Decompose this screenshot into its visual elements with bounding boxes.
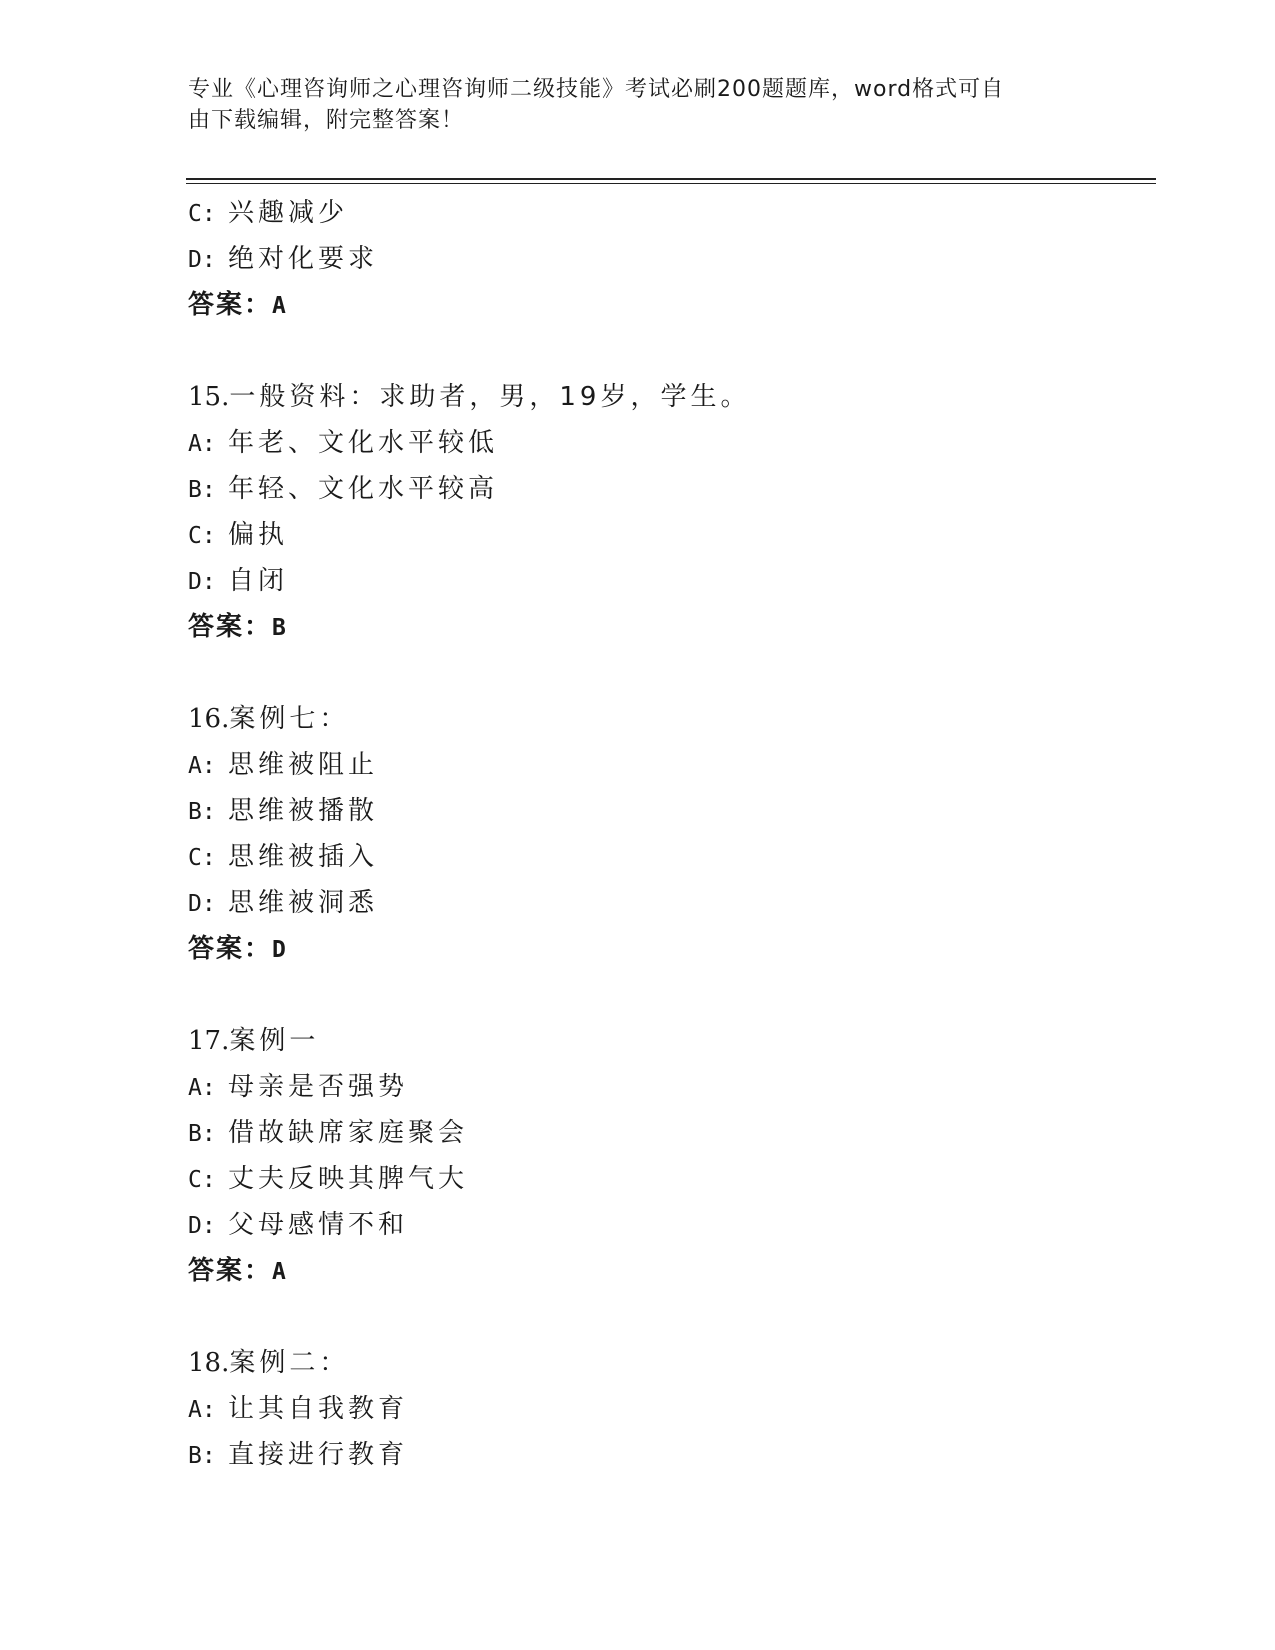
option-key: B:: [188, 799, 216, 825]
answer-value: D: [272, 937, 288, 963]
option-key: B:: [188, 1121, 216, 1147]
option-text: 思维被播散: [227, 796, 378, 826]
option-text: 兴趣减少: [227, 198, 348, 228]
answer-value: A: [272, 1259, 288, 1285]
answer-value: A: [272, 293, 288, 319]
option-key: A:: [188, 1397, 216, 1423]
header-line-2: 由下载编辑，附完整答案！: [188, 108, 465, 133]
option-key: C:: [188, 523, 216, 549]
option-key: B:: [188, 477, 216, 503]
option-key: A:: [188, 753, 216, 779]
option-text: 丈夫反映其脾气大: [227, 1164, 468, 1194]
option-key: D:: [188, 569, 216, 595]
header-line-1: 专业《心理咨询师之心理咨询师二级技能》考试必刷200题题库，word格式可自: [188, 77, 1005, 102]
option-c: [188, 512, 1148, 558]
option-a: [188, 1064, 1148, 1110]
option-text: 自闭: [227, 566, 288, 596]
question-stem: [188, 1340, 1148, 1386]
answer-line: [188, 926, 1148, 972]
option-key: D:: [188, 891, 216, 917]
option-text: 父母感情不和: [227, 1210, 408, 1240]
option-d: [188, 236, 1148, 282]
document-header: [188, 74, 1088, 136]
question-number: 15.: [188, 382, 230, 412]
option-b: [188, 1432, 1148, 1478]
option-d: [188, 558, 1148, 604]
header-divider-top: [186, 178, 1156, 180]
option-key: C:: [188, 1167, 216, 1193]
question-text: 一般资料：求助者，男，19岁，学生。: [229, 382, 751, 412]
option-text: 让其自我教育: [227, 1394, 408, 1424]
answer-value: B: [272, 615, 288, 641]
question-list: [188, 190, 1148, 1478]
header-divider-bottom: [186, 183, 1156, 184]
answer-label: 答案：: [188, 290, 273, 320]
option-text: 绝对化要求: [227, 244, 378, 274]
question-text: 案例一: [229, 1026, 320, 1056]
option-key: A:: [188, 1075, 216, 1101]
question-stem: [188, 696, 1148, 742]
option-key: C:: [188, 201, 216, 227]
option-key: C:: [188, 845, 216, 871]
option-c: [188, 1156, 1148, 1202]
question-number: 17.: [188, 1026, 230, 1056]
option-key: D:: [188, 247, 216, 273]
option-b: [188, 788, 1148, 834]
option-text: 思维被插入: [227, 842, 378, 872]
option-b: [188, 466, 1148, 512]
option-text: 年轻、文化水平较高: [227, 474, 498, 504]
answer-label: 答案：: [188, 612, 273, 642]
answer-line: [188, 282, 1148, 328]
option-key: D:: [188, 1213, 216, 1239]
option-text: 直接进行教育: [227, 1440, 408, 1470]
option-text: 思维被洞悉: [227, 888, 378, 918]
answer-line: [188, 1248, 1148, 1294]
option-a: [188, 1386, 1148, 1432]
option-c: [188, 190, 1148, 236]
option-d: [188, 880, 1148, 926]
question-number: 18.: [188, 1348, 230, 1378]
option-key: B:: [188, 1443, 216, 1469]
question-stem: [188, 374, 1148, 420]
option-a: [188, 420, 1148, 466]
option-text: 母亲是否强势: [227, 1072, 408, 1102]
option-c: [188, 834, 1148, 880]
option-d: [188, 1202, 1148, 1248]
option-text: 借故缺席家庭聚会: [227, 1118, 468, 1148]
question-text: 案例七：: [229, 704, 350, 734]
option-text: 思维被阻止: [227, 750, 378, 780]
question-text: 案例二：: [229, 1348, 350, 1378]
answer-label: 答案：: [188, 934, 273, 964]
option-key: A:: [188, 431, 216, 457]
option-a: [188, 742, 1148, 788]
question-number: 16.: [188, 704, 230, 734]
option-text: 年老、文化水平较低: [227, 428, 498, 458]
option-text: 偏执: [227, 520, 288, 550]
answer-line: [188, 604, 1148, 650]
answer-label: 答案：: [188, 1256, 273, 1286]
question-stem: [188, 1018, 1148, 1064]
option-b: [188, 1110, 1148, 1156]
